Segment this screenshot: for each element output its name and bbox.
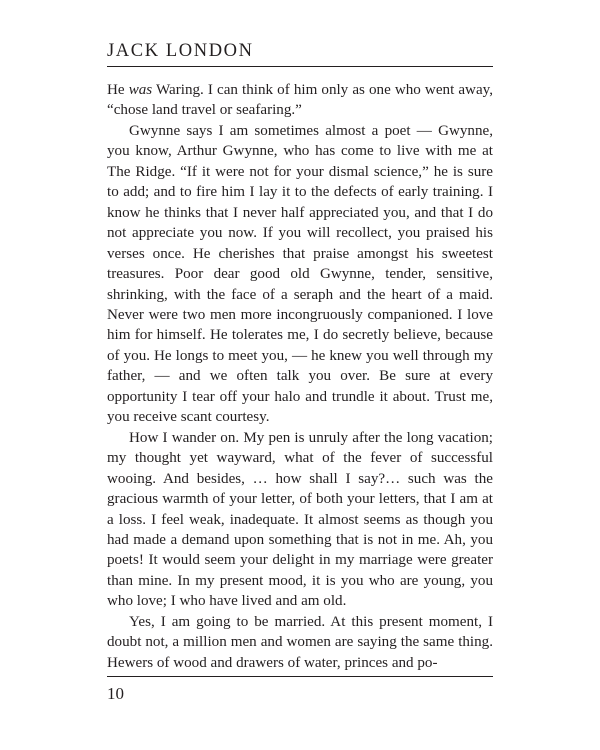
paragraph-1 (107, 80, 493, 121)
paragraph-2: Gwynne says I am sometimes almost a poet — Gwynne, you know, Arthur Gwynne, who has come to live with me at The Ridge. “If it were not for your dismal science,” he is sure to add; and to fire him I lay it to the defects of early training. I know he thinks that I never half appreciated you, and that I do not appreciate you now. If you will recollect, you praised his verses once. He cherishes that praise amongst his sweetest treasures. Poor dear good old Gwynne, tender, sensitive, shrinking, with the face of a seraph and the heart of a maid. Never were two men more incongruously companioned. I love him for himself. He tolerates me, I do secretly believe, because of you. He longs to meet you, — he knew you well through my father, — and we often talk you over. Be sure at every opportunity I tear off your halo and trundle it about. Trust me, you receive scant courtesy. (107, 122, 493, 426)
paragraph-3: How I wander on. My pen is unruly after the long vacation; my thought yet wayward, what of the fever of successful wooing. And besides, … how shall I say?… such was the gracious warmth of your letter, of both your letters, that I am at a loss. I feel weak, inadequate. It almost seems as though you had made a demand upon something that is not in me. Ah, you poets! It would seem your delight in my marriage were greater than mine. In my present mood, it is you who are young, you who love; I who have lived and am old. (107, 429, 493, 610)
body-text (107, 80, 493, 673)
paragraph-4: Yes, I am going to be married. At this present moment, I doubt not, a million men and women are saying the same thing. Hewers of wood and drawers of water, princes and po- (107, 613, 493, 671)
page-number: 10 (107, 684, 124, 703)
italic-emphasis: was (128, 82, 153, 98)
running-header: JACK LONDON (107, 41, 254, 61)
paragraph-1-end: Waring. I can think of him only as one who went away, “chose land travel or seafaring.” (107, 82, 493, 119)
paragraph-1-start: He (107, 82, 129, 98)
footer-rule (107, 676, 493, 677)
header-rule (107, 66, 493, 67)
